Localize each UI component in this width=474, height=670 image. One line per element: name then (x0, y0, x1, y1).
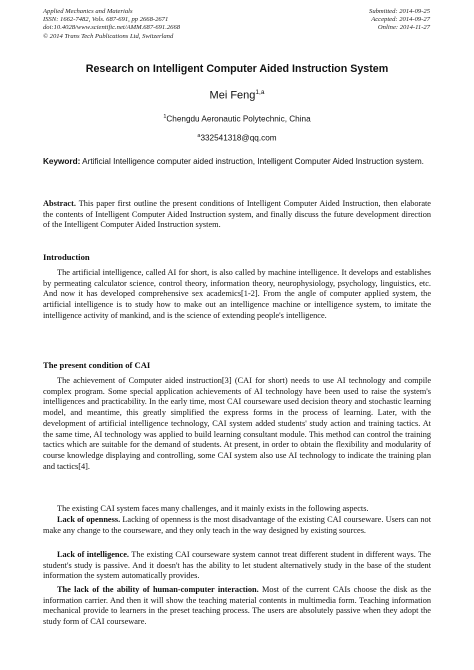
email-sup: a (197, 133, 201, 139)
copyright-line: © 2014 Trans Tech Publications Ltd, Switzerland (43, 32, 174, 40)
cai-paragraph-1 (43, 376, 431, 472)
openness-text: Lacking of openness is the most disadvantage of the existing CAI courseware. Users can not make any change to the courseware, and they only teach in the way designed by existing sources. (43, 515, 431, 535)
journal-name: Applied Mechanics and Materials (43, 8, 133, 15)
cai-paragraph-2-text: The existing CAI system faces many challenges, and it mainly exists in the following aspects. (57, 504, 369, 513)
introduction-heading: Introduction (43, 252, 90, 262)
openness-lead: Lack of openness. (57, 515, 121, 524)
author-name: Mei Feng (209, 89, 256, 102)
affiliation-sup: 1 (163, 114, 167, 120)
journal-header-left (43, 8, 180, 41)
keywords-text: Artificial Intelligence computer aided instruction, Intelligent Computer Aided Instruction system. (82, 157, 424, 166)
abstract-text: This paper first outline the present conditions of Intelligent Computer Aided Instruction, then elaborate the contents of Intelligent Computer Aided Instruction system, and finally discuss the future development direction of the Intelligent Computer Aided Instruction system. (43, 199, 431, 230)
journal-header-right (369, 8, 430, 33)
affiliation-text: Chengdu Aeronautic Polytechnic, China (166, 114, 311, 124)
intelligence-lead: Lack of intelligence. (57, 550, 129, 559)
abstract-label: Abstract. (43, 199, 76, 208)
abstract-block (43, 199, 431, 231)
introduction-text: The artificial intelligence, called AI for short, is also called by machine intelligence. It develops and establishes by permeating calculator science, control theory, information theory, neurophysiology, psychology, linguistics, etc. And now it has developed comprehensive sex academics[1-2]. From the angle of computer applied system, the artificial intelligence is to study how to make out an intelligence machine or intelligence system, to imitate the intelligence activity of mankind, and is the science of extending people's intelligence. (43, 268, 431, 320)
author-line (0, 89, 474, 102)
intelligence-text: The existing CAI courseware system cannot treat different student in different ways. The student's study is passive. And it doesn't has the ability to let student alternatively study in the base of the student information the system automatically provides. (43, 550, 431, 581)
cai-paragraph-1-text: The achievement of Computer aided instruction[3] (CAI for short) needs to use AI technology and compile complex program. Some special application achievements of AI technology have been used to raise the system's intelligences and practicability. In the early time, most CAI courseware used decision theory and stochastic learning model, and meantime, this greatly simplified the express forms in the process of learning. Later, with the development of artificial intelligence technology, CAI system added students' study action and training tactics. At the same time, AI technology was applied to build learning consultant module. This method can control the training tactics which are suitable for the demand of students. At present, in order to obtain the flexibility and modularity of course knowledge displaying and controlling, some CAI system also use AI technology to indicate the training plan and tactics[4]. (43, 376, 431, 471)
keywords-block (43, 157, 431, 168)
email-link[interactable]: 332541318@qq.com (200, 133, 277, 143)
author-email (0, 133, 474, 143)
accepted-date: Accepted: 2014-09-27 (371, 16, 430, 24)
keywords-label: Keyword: (43, 157, 81, 166)
author-sup: 1,a (255, 89, 265, 96)
online-date: Online: 2014-11-27 (377, 24, 430, 32)
cai-paragraph-openness (43, 515, 431, 536)
interaction-text: Most of the current CAIs choose the disk as the information carrier. And then it will show the teaching material contents in multimedia form. Teaching information mechanical provide to learners in the preset teaching process. The users are absolutely passive when they adopt the study form of CAI courseware. (43, 585, 432, 627)
interaction-lead: The lack of the ability of human-computer interaction. (57, 585, 259, 594)
introduction-paragraph (43, 268, 431, 322)
affiliation (0, 114, 474, 124)
cai-paragraph-interaction (43, 585, 431, 628)
doi-link[interactable]: doi:10.4028/www.scientific.net/AMM.687-691.2668 (43, 24, 181, 32)
submitted-date: Submitted: 2014-09-25 (369, 8, 430, 15)
paper-title: Research on Intelligent Computer Aided Instruction System (85, 63, 389, 75)
present-condition-heading: The present condition of CAI (43, 360, 151, 370)
cai-paragraph-2 (43, 504, 431, 515)
cai-paragraph-intelligence (43, 550, 431, 582)
issn-line: ISSN: 1662-7482, Vols. 687-691, pp 2668-2671 (43, 16, 169, 24)
